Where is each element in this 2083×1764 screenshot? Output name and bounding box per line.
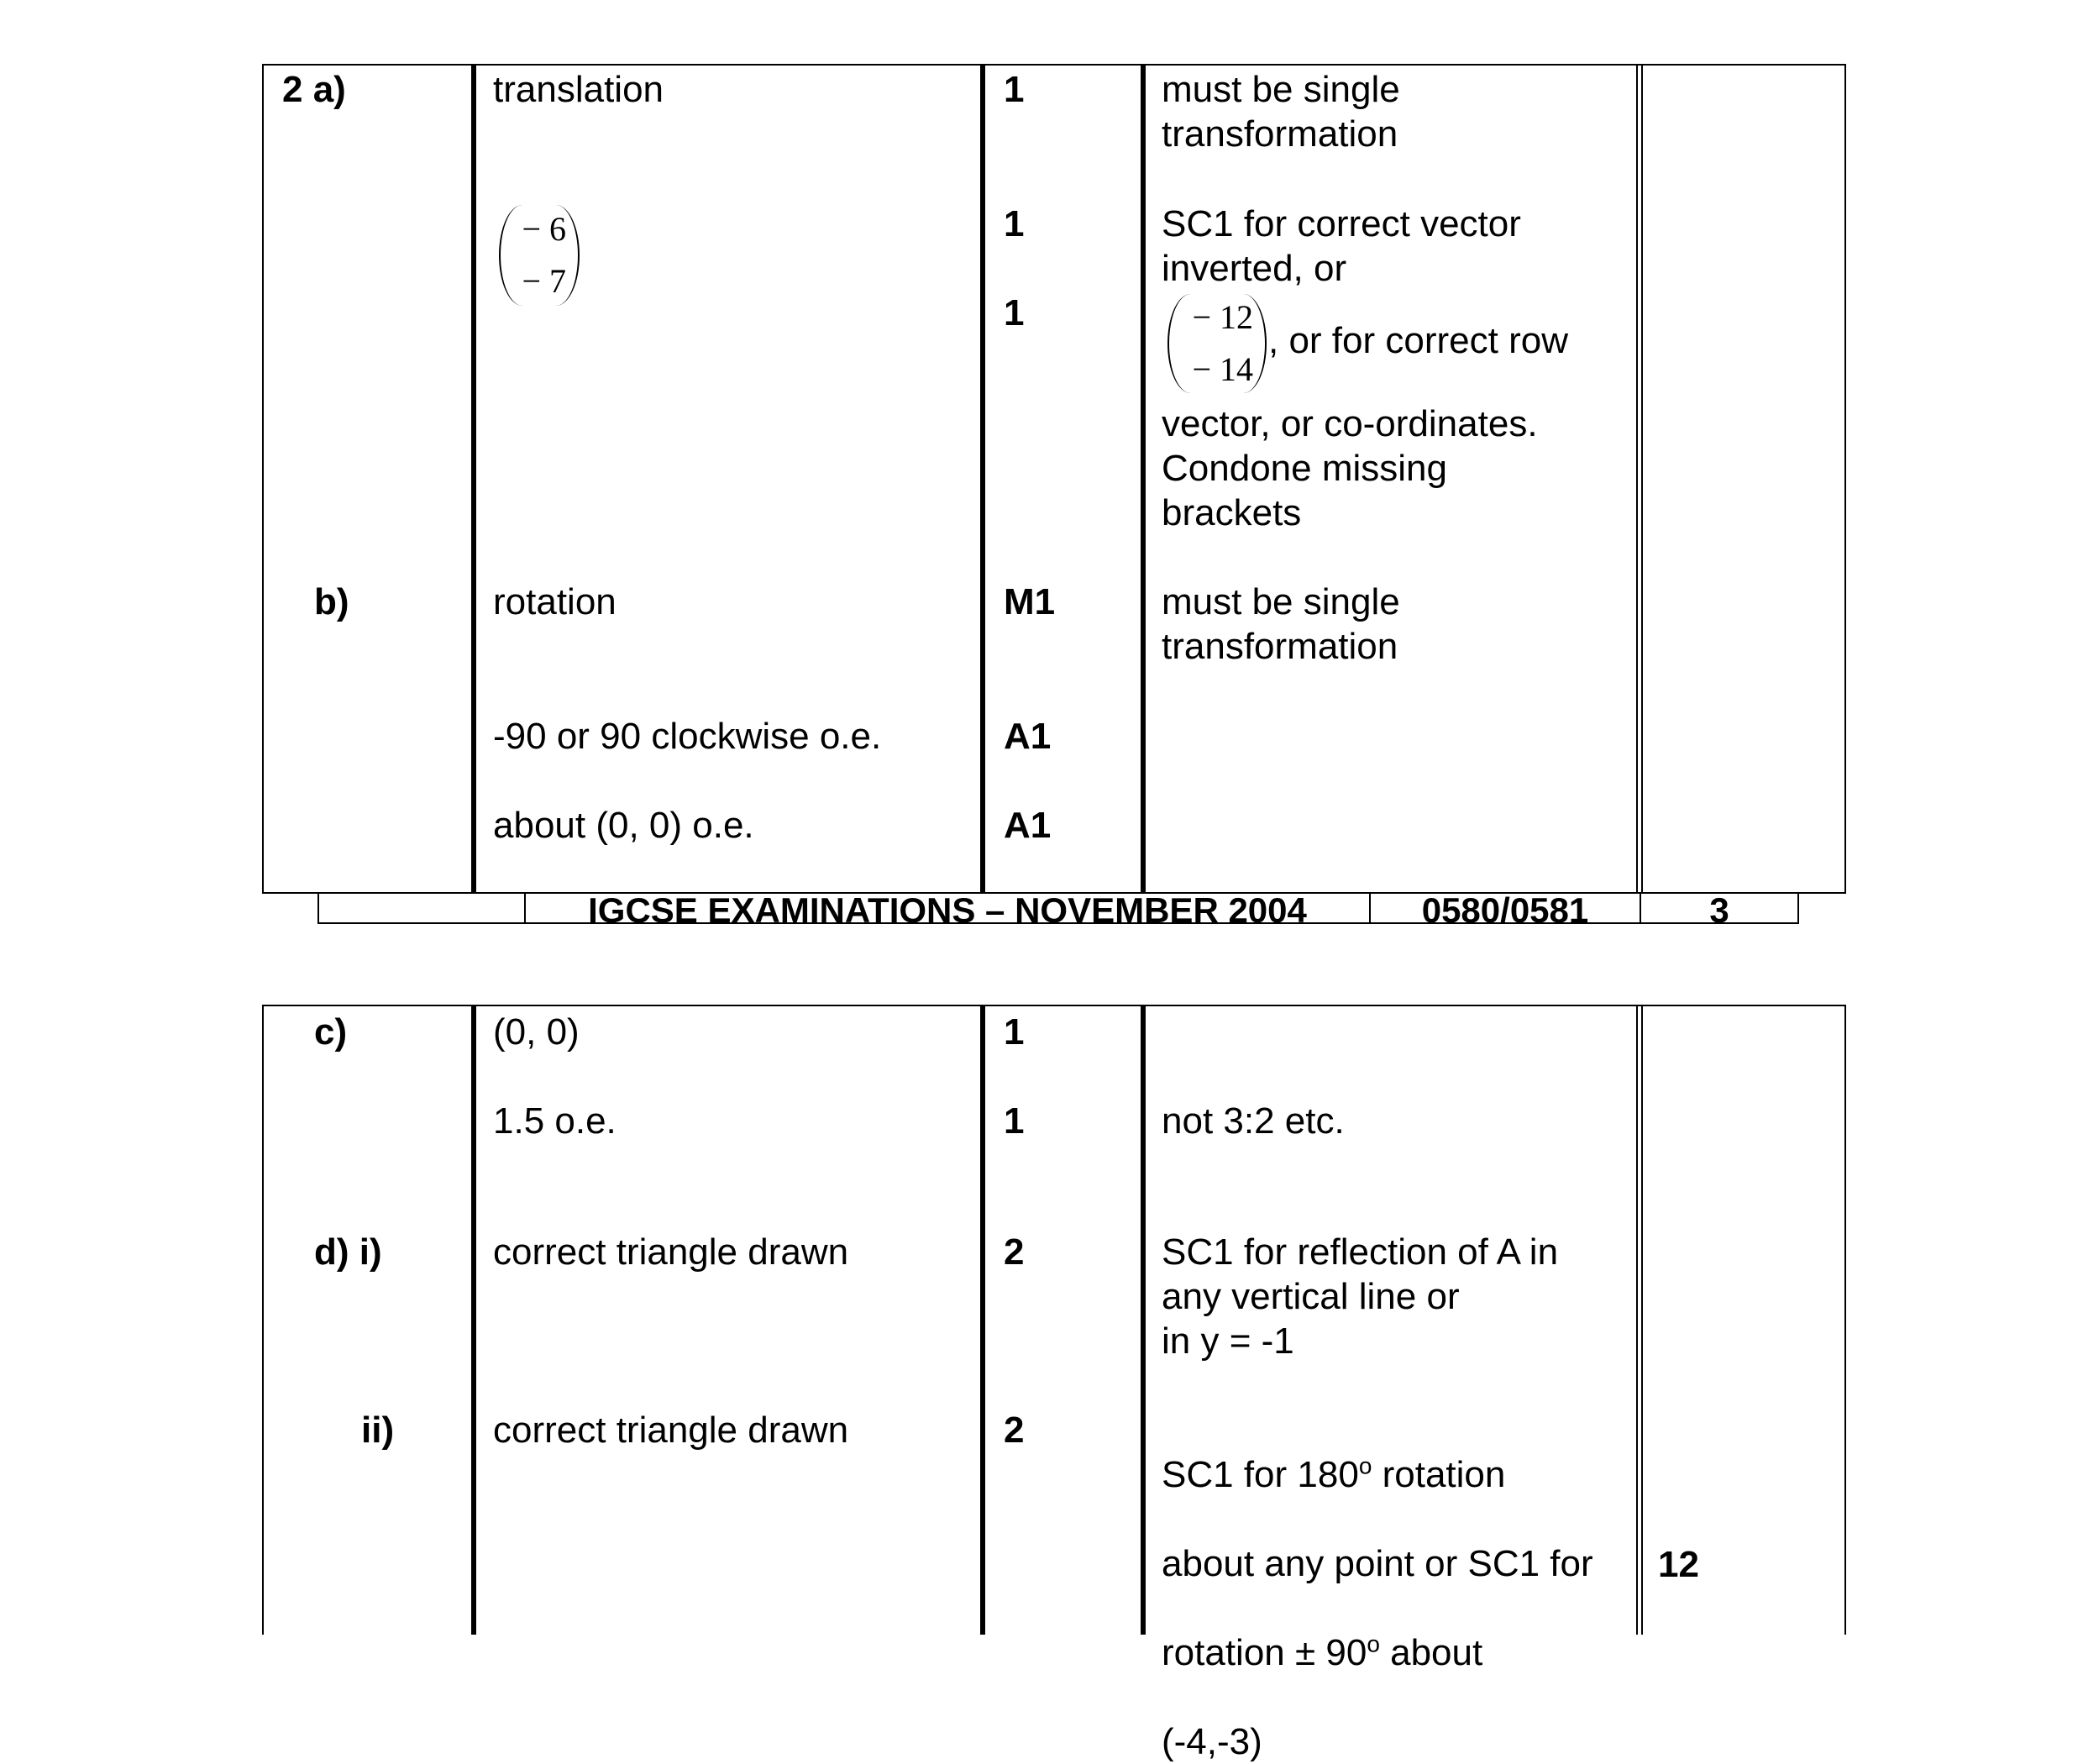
notes-text: SC1 for correct vector inverted, or: [1162, 203, 1521, 289]
notes-fragment: SC1 for 180: [1162, 1454, 1359, 1495]
column-divider: [980, 64, 985, 894]
answer-text: about (0, 0) o.e.: [493, 805, 754, 846]
column-divider: [1636, 64, 1638, 894]
mark-value: 2: [1004, 1410, 1025, 1451]
mark-value: 2: [1004, 1231, 1025, 1273]
column-divider: [471, 64, 476, 894]
question-number: b): [314, 581, 349, 622]
column-divider: [1141, 1005, 1146, 1635]
notes-text: must be single transformation: [1162, 581, 1400, 667]
column-divider: [1641, 64, 1643, 894]
notes-fragment: rotation ± 90: [1162, 1632, 1367, 1673]
notes-fragment: (-4,-3): [1162, 1721, 1262, 1762]
vector-entry: − 7: [522, 262, 566, 300]
footer-syllabus: 0580/0581: [1369, 892, 1641, 924]
mark-value: 1: [1004, 69, 1025, 110]
notes-text: not 3:2 etc.: [1162, 1100, 1345, 1142]
question-number: 2 a): [282, 69, 346, 110]
notes-text: vector, or co-ordinates. Condone missing brackets: [1162, 403, 1538, 533]
notes-fragment: about any point or SC1 for: [1162, 1543, 1593, 1584]
mark-value: M1: [1004, 581, 1056, 622]
notes-text: SC1 for reflection of A in any vertical line or in y = -1: [1162, 1231, 1559, 1362]
footer-paper: 3: [1640, 892, 1799, 924]
answer-text: (0, 0): [493, 1011, 580, 1053]
mark-value: A1: [1004, 716, 1052, 757]
question-number: ii): [361, 1410, 395, 1451]
mark-value: 1: [1004, 203, 1025, 244]
notes-text: [1162, 1408, 1593, 1764]
degree-sign: o: [1358, 1452, 1372, 1479]
column-divider: [1636, 1005, 1638, 1635]
vector-entry: − 12: [1192, 298, 1253, 336]
mark-value: A1: [1004, 805, 1052, 846]
notes-text: must be single transformation: [1162, 69, 1400, 155]
answer-text: translation: [493, 69, 664, 110]
column-vector: [499, 205, 580, 306]
mark-scheme-table-top: [262, 64, 1846, 894]
notes-fragment: rotation: [1372, 1454, 1506, 1495]
answer-text: -90 or 90 clockwise o.e.: [493, 716, 882, 757]
column-divider: [980, 1005, 985, 1635]
mark-value: 1: [1004, 1011, 1025, 1053]
question-number: c): [314, 1011, 348, 1053]
column-divider: [471, 1005, 476, 1635]
vector-entry: − 6: [522, 210, 566, 248]
question-number: d) i): [314, 1231, 382, 1273]
mark-value: 1: [1004, 1100, 1025, 1142]
answer-text: correct triangle drawn: [493, 1410, 849, 1451]
column-vector: [1167, 294, 1267, 393]
total-marks: 12: [1658, 1544, 1699, 1585]
footer-blank-cell: [317, 892, 526, 924]
answer-text: correct triangle drawn: [493, 1231, 849, 1273]
footer-title: IGCSE EXAMINATIONS – NOVEMBER 2004: [524, 892, 1371, 924]
mark-value: 1: [1004, 292, 1025, 333]
vector-entry: − 14: [1192, 350, 1253, 388]
notes-text: , or for correct row: [1268, 320, 1568, 361]
column-divider: [1141, 64, 1146, 894]
degree-sign: o: [1367, 1630, 1380, 1657]
notes-fragment: about: [1379, 1632, 1483, 1673]
answer-text: rotation: [493, 581, 617, 622]
answer-text: 1.5 o.e.: [493, 1100, 617, 1142]
column-divider: [1641, 1005, 1643, 1635]
